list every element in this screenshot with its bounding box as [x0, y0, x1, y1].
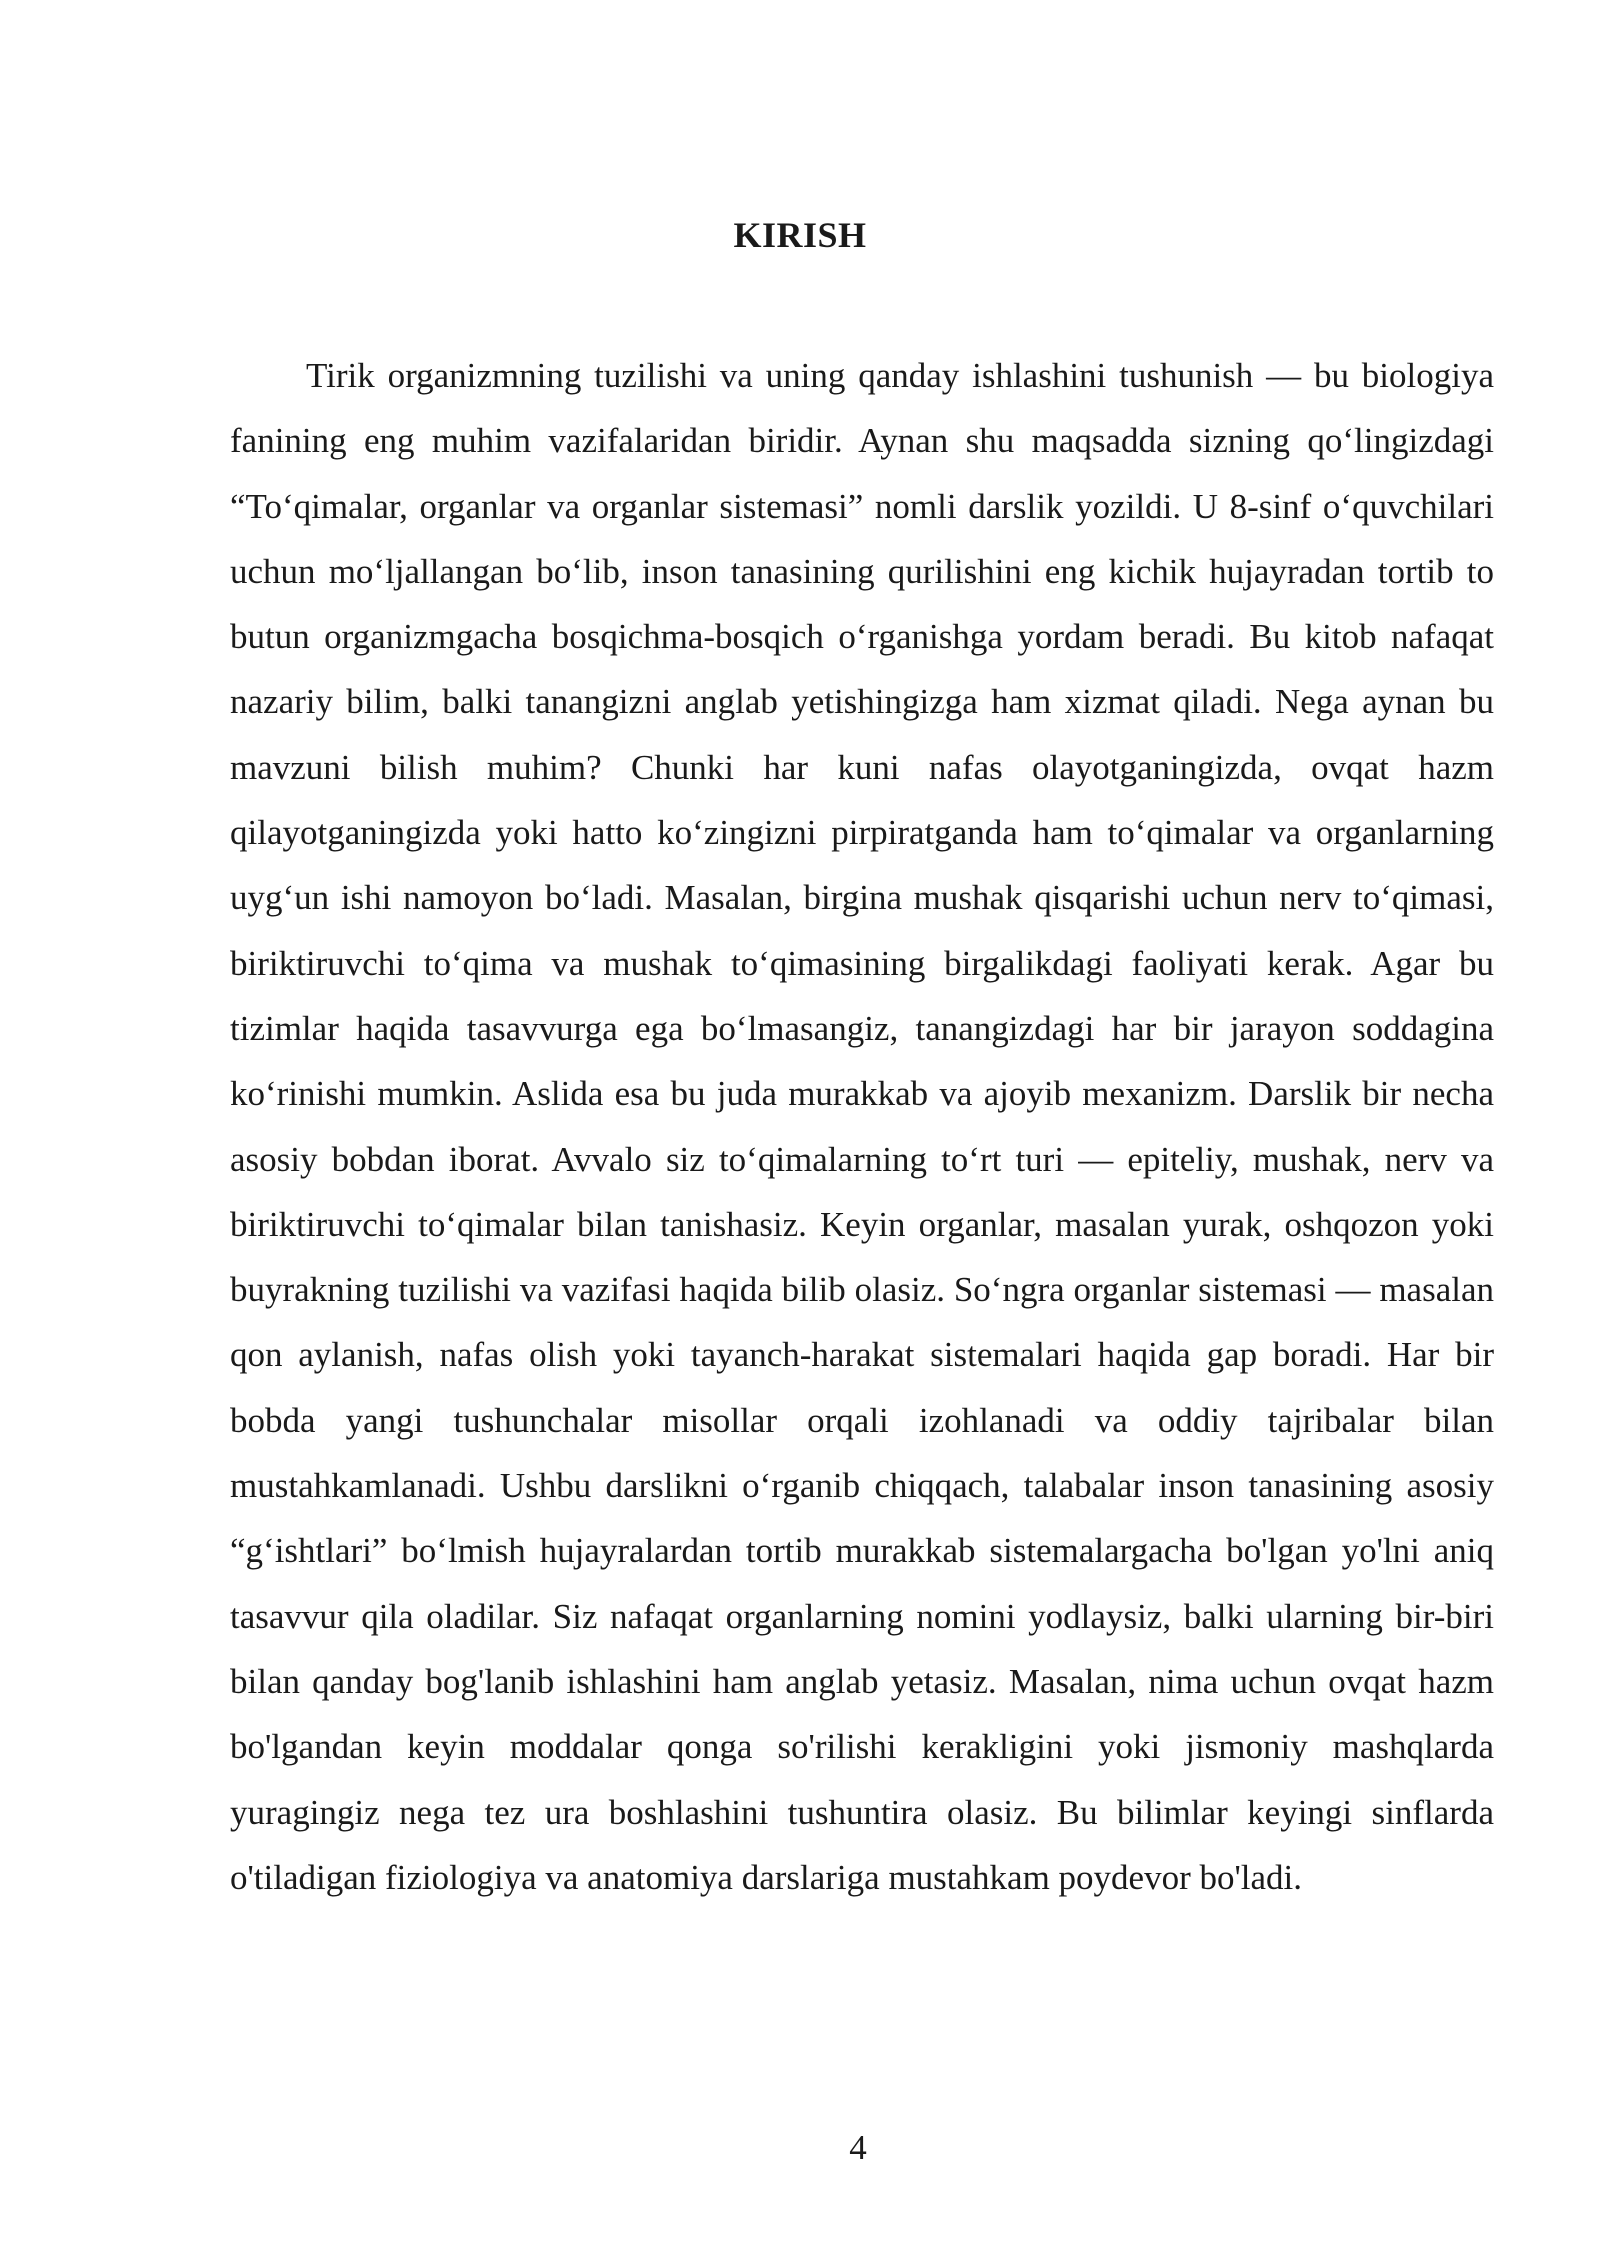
page-number: 4 — [849, 2128, 867, 2167]
page-title: KIRISH — [733, 215, 867, 255]
body-paragraph: Tirik organizmning tuzilishi va uning qanday ishlashini tushunish — bu biologiya fanining eng muhim vazifalaridan biridir. Aynan shu maqsadda sizning qo‘lingizdagi “To‘qimalar, organlar va organlar sistemasi” nomli darslik yozildi. U 8-sinf o‘quvchilari uchun mo‘ljallangan bo‘lib, inson tanasining qurilishini eng kichik hujayradan tortib to butun organizmgacha bosqichma-bosqich o‘rganishga yordam beradi. Bu kitob nafaqat nazariy bilim, balki tanangizni anglab yetishingizga ham xizmat qiladi. Nega aynan bu mavzuni bilish muhim? Chunki har kuni nafas olayotganingizda, ovqat hazm qilayotganingizda yoki hatto ko‘zingizni pirpiratganda ham to‘qimalar va organlarning uyg‘un ishi namoyon bo‘ladi. Masalan, birgina mushak qisqarishi uchun nerv to‘qimasi, biriktiruvchi to‘qima va mushak to‘qimasining birgalikdagi faoliyati kerak. Agar bu tizimlar haqida tasavvurga ega bo‘lmasangiz, tanangizdagi har bir jarayon soddagina ko‘rinishi mumkin. Aslida esa bu juda murakkab va ajoyib mexanizm. Darslik bir necha asosiy bobdan iborat. Avvalo siz to‘qimalarning to‘rt turi — epiteliy, mushak, nerv va biriktiruvchi to‘qimalar bilan tanishasiz. Keyin organlar, masalan yurak, oshqozon yoki buyrakning tuzilishi va vazifasi haqida bilib olasiz. So‘ngra organlar sistemasi — masalan qon aylanish, nafas olish yoki tayanch-harakat sistemalari haqida gap boradi. Har bir bobda yangi tushunchalar misollar orqali izohlanadi va oddiy tajribalar bilan mustahkamlanadi. Ushbu darslikni o‘rganib chiqqach, talabalar inson tanasining asosiy “g‘ishtlari” bo‘lmish hujayralardan tortib murakkab sistemalargacha bo'lgan yo'lni aniq tasavvur qila oladilar. Siz nafaqat organlarning nomini yodlaysiz, balki ularning bir-biri bilan qanday bog'lanib ishlashini ham anglab yetasiz. Masalan, nima uchun ovqat hazm bo'lgandan keyin moddalar qonga so'rilishi kerakligini yoki jismoniy mashqlarda yuragingiz nega tez ura boshlashini tushuntira olasiz. Bu bilimlar keyingi sinflarda o'tiladigan fiziologiya va anatomiya darslariga mustahkam poydevor bo'ladi. — [230, 356, 1494, 1897]
